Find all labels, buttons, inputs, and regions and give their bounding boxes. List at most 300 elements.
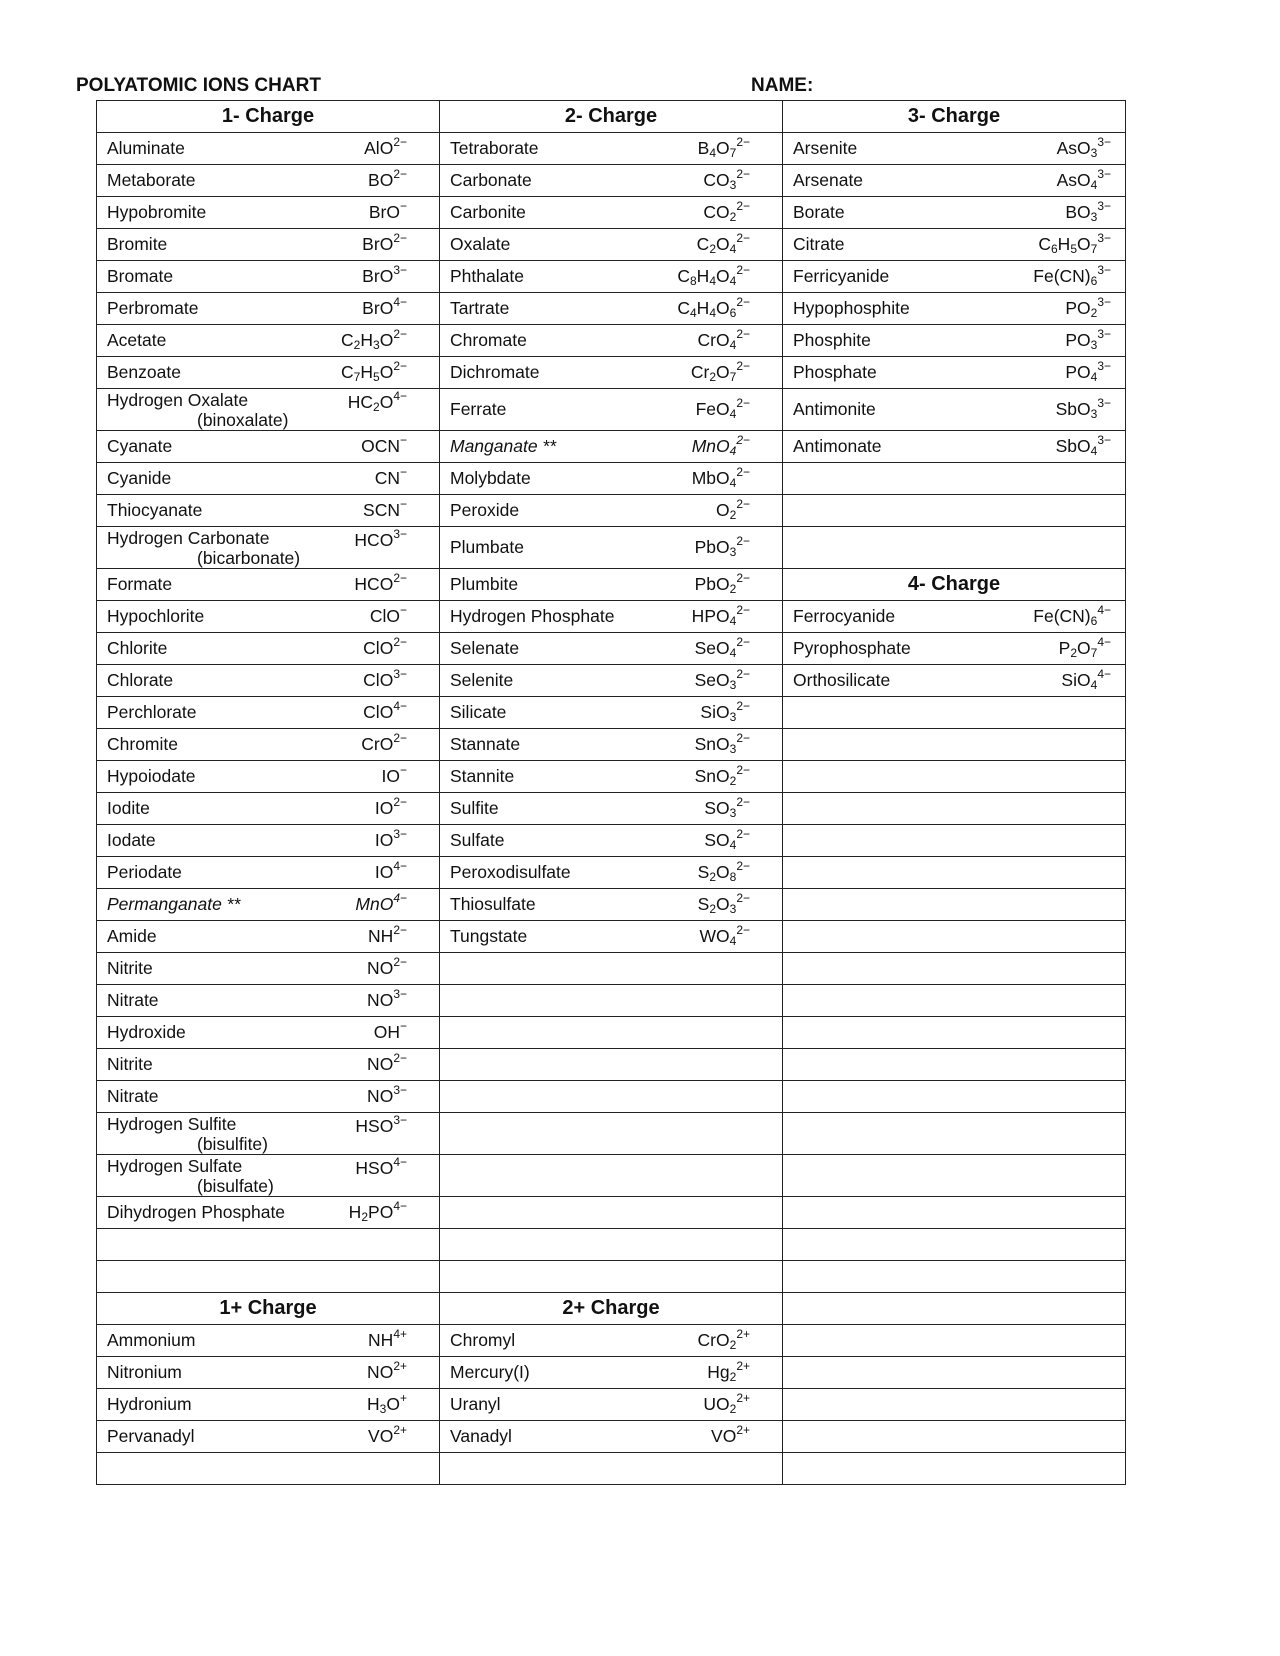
chart-title: POLYATOMIC IONS CHART [76, 75, 321, 96]
ion-cell [783, 229, 1126, 261]
ion-entry [440, 199, 782, 224]
ion-name: Iodite [107, 798, 150, 818]
ion-cell [97, 1081, 440, 1113]
ion-name: Arsenate [793, 170, 864, 190]
ion-entry [783, 433, 1125, 458]
ion-name: Peroxodisulfate [450, 862, 571, 882]
empty-cell [783, 697, 1126, 729]
ion-cell [97, 825, 440, 857]
ion-name: Thiosulfate [450, 894, 536, 914]
table-row [97, 569, 1126, 601]
ion-name: Arsenite [793, 138, 858, 158]
empty-cell [783, 1229, 1126, 1261]
ion-formula: $HPO_4^{2-}$ [691, 603, 750, 628]
empty-cell [783, 793, 1126, 825]
ion-name: Borate [793, 202, 845, 222]
ion-cell [97, 1389, 440, 1421]
ion-formula: BrO$^{2-}$ [362, 231, 407, 254]
empty-cell [440, 1229, 783, 1261]
table-row [97, 1453, 1126, 1485]
ion-cell [97, 1017, 440, 1049]
ion-entry [440, 827, 782, 852]
header-1-minus: 1- Charge [97, 101, 440, 133]
ion-cell [783, 133, 1126, 165]
ion-cell [97, 697, 440, 729]
ion-entry [783, 295, 1125, 320]
empty-cell [783, 761, 1126, 793]
table-row [97, 761, 1126, 793]
ion-cell [783, 197, 1126, 229]
ion-name: Hydrogen Sulfite [107, 1113, 237, 1134]
ion-cell [440, 527, 783, 569]
ion-formula: $IO^{3-}$ [374, 827, 407, 850]
ion-formula: $Fe(CN)_6^{4-}$ [1033, 603, 1111, 628]
ion-entry [783, 135, 1125, 160]
empty-cell [783, 1357, 1126, 1389]
ion-formula: $SO_3^{2-}$ [704, 795, 750, 820]
ion-name-block [107, 528, 300, 568]
ion-name: Tartrate [450, 298, 510, 318]
ion-cell [440, 463, 783, 495]
empty-cell [783, 889, 1126, 921]
ion-cell [97, 293, 440, 325]
ion-entry [97, 731, 439, 755]
ion-name: Hydrogen Phosphate [450, 606, 615, 626]
empty-cell [783, 1155, 1126, 1197]
ion-entry [97, 1083, 439, 1107]
ion-cell [97, 527, 440, 569]
ion-cell [97, 569, 440, 601]
ion-formula: OCN− [361, 433, 407, 456]
ion-entry [97, 1019, 439, 1043]
ion-cell [440, 857, 783, 889]
ion-formula: PbO$_3^{2-}$ [694, 534, 750, 559]
ion-name: Nitronium [107, 1362, 182, 1382]
ion-cell [440, 921, 783, 953]
ion-name: Nitrite [107, 958, 153, 978]
ion-entry [97, 327, 439, 352]
ion-entry [783, 167, 1125, 192]
ion-formula: $SO_4^{2-}$ [704, 827, 750, 852]
ion-entry [97, 859, 439, 883]
ion-entry [440, 571, 782, 596]
ion-cell [440, 431, 783, 463]
ion-formula: $NO^{2+}$ [367, 1359, 407, 1382]
table-row [97, 431, 1126, 463]
ion-cell [440, 197, 783, 229]
ion-cell [440, 229, 783, 261]
empty-cell [440, 1081, 783, 1113]
ion-name: Hydronium [107, 1394, 192, 1414]
ion-formula: FeO$_4^{2-}$ [695, 396, 750, 421]
ion-name-block [107, 1114, 268, 1154]
table-row [97, 1113, 1126, 1155]
ion-formula: SbO$_3^{3-}$ [1055, 396, 1111, 421]
ion-alt-name: (bicarbonate) [197, 547, 301, 568]
ion-cell [440, 761, 783, 793]
table-row [97, 953, 1126, 985]
empty-cell [783, 1081, 1126, 1113]
ion-formula: $C_2O_4^{2-}$ [696, 231, 750, 256]
ion-formula: $WO_4^{2-}$ [699, 923, 750, 948]
table-row [97, 857, 1126, 889]
ion-entry [440, 795, 782, 820]
ion-name: Pyrophosphate [793, 638, 911, 658]
ion-cell [97, 325, 440, 357]
ion-name: Perchlorate [107, 702, 197, 722]
ion-name: Vanadyl [450, 1426, 512, 1446]
empty-cell [97, 1453, 440, 1485]
ion-formula: OH− [373, 1019, 407, 1042]
ion-formula: $PO_4^{3-}$ [1065, 359, 1111, 384]
ion-entry [97, 1156, 439, 1196]
header-3-minus: 3- Charge [783, 101, 1126, 133]
ion-formula: $S_2O_3^{2-}$ [697, 891, 750, 916]
ion-name: Pervanadyl [107, 1426, 195, 1446]
ion-name: Nitrate [107, 1086, 159, 1106]
ion-name: Nitrate [107, 990, 159, 1010]
ion-entry [97, 635, 439, 659]
ion-formula: $NO^{3-}$ [367, 1083, 407, 1106]
ion-entry [97, 199, 439, 223]
empty-cell [440, 1197, 783, 1229]
ion-entry [440, 359, 782, 384]
ion-formula: ClO$^{4-}$ [363, 699, 407, 722]
table-row [97, 1229, 1126, 1261]
empty-cell [440, 1017, 783, 1049]
ion-name: Benzoate [107, 362, 181, 382]
ion-name: Ammonium [107, 1330, 196, 1350]
ion-name: Aluminate [107, 138, 185, 158]
ion-name: Hydrogen Oxalate [107, 389, 249, 410]
section-header: 1+ Charge [97, 1293, 440, 1325]
ion-name: Antimonate [793, 436, 882, 456]
ion-name: Selenate [450, 638, 520, 658]
ion-name: Chromate [450, 330, 527, 350]
ion-cell [783, 431, 1126, 463]
table-row [97, 729, 1126, 761]
ion-entry [97, 390, 439, 430]
ion-name: Antimonite [793, 399, 876, 419]
ion-cell [440, 825, 783, 857]
ion-name: Chromite [107, 734, 178, 754]
empty-cell [783, 825, 1126, 857]
ion-cell [97, 165, 440, 197]
ion-formula: $BO^{2-}$ [368, 167, 407, 190]
ion-name: Permanganate ** [107, 894, 241, 914]
ion-cell [97, 133, 440, 165]
ion-entry [97, 231, 439, 255]
ion-cell [97, 1325, 440, 1357]
ion-name: Hypophosphite [793, 298, 910, 318]
ion-entry [440, 667, 782, 692]
table-row [97, 229, 1126, 261]
ion-entry [97, 699, 439, 723]
ion-entry [97, 603, 439, 627]
ion-cell [440, 293, 783, 325]
ion-name: Manganate ** [450, 436, 557, 456]
ion-name: Dichromate [450, 362, 540, 382]
ion-cell [440, 729, 783, 761]
ion-cell [783, 601, 1126, 633]
ion-entry [97, 295, 439, 319]
ion-cell [97, 633, 440, 665]
ion-entry [440, 891, 782, 916]
ion-formula: $NO^{3-}$ [367, 987, 407, 1010]
ion-name: Formate [107, 574, 173, 594]
table-row [97, 1261, 1126, 1293]
table-row [97, 921, 1126, 953]
ion-entry [97, 359, 439, 384]
ion-cell [440, 261, 783, 293]
table-row [97, 1421, 1126, 1453]
empty-cell [783, 857, 1126, 889]
ion-name: Iodate [107, 830, 156, 850]
ion-formula: $HCO^{2-}$ [354, 571, 407, 594]
ion-entry [783, 396, 1125, 421]
empty-cell [783, 985, 1126, 1017]
ion-entry [97, 497, 439, 521]
ion-formula: SbO$_4^{3-}$ [1055, 433, 1111, 458]
table-row [97, 1017, 1126, 1049]
ion-entry [783, 603, 1125, 628]
ion-formula: $PO_2^{3-}$ [1065, 295, 1111, 320]
ion-name: Amide [107, 926, 157, 946]
empty-cell [783, 953, 1126, 985]
ion-name: Chlorite [107, 638, 168, 658]
header-2-minus: 2- Charge [440, 101, 783, 133]
ion-cell [440, 665, 783, 697]
ion-cell [440, 889, 783, 921]
empty-cell [783, 1261, 1126, 1293]
ion-entry [97, 795, 439, 819]
ion-name: Bromate [107, 266, 174, 286]
ion-formula: $NH^{2-}$ [368, 923, 407, 946]
empty-cell [440, 985, 783, 1017]
ion-cell [783, 633, 1126, 665]
ion-name: Sulfate [450, 830, 505, 850]
ion-name: Chromyl [450, 1330, 516, 1350]
ion-formula: AsO$_3^{3-}$ [1056, 135, 1111, 160]
ion-entry [440, 1359, 782, 1384]
ion-cell [440, 495, 783, 527]
ion-formula: ClO$^{2-}$ [363, 635, 407, 658]
ion-formula: $CO_3^{2-}$ [703, 167, 750, 192]
ion-entry [440, 497, 782, 522]
ion-entry [440, 295, 782, 320]
ion-formula: $NH^{4+}$ [368, 1327, 407, 1350]
ion-cell [440, 569, 783, 601]
ion-alt-name: (bisulfite) [197, 1133, 268, 1154]
ion-name: Ferricyanide [793, 266, 890, 286]
ion-name: Perbromate [107, 298, 199, 318]
ion-name: Phosphate [793, 362, 877, 382]
ion-formula: $IO^{4-}$ [374, 859, 407, 882]
ion-cell [97, 463, 440, 495]
ion-entry [97, 987, 439, 1011]
table-row [97, 1293, 1126, 1325]
ions-table [96, 100, 1126, 1485]
table-row [97, 1081, 1126, 1113]
ion-name: Stannite [450, 766, 515, 786]
ion-formula: $NO^{2-}$ [367, 1051, 407, 1074]
ion-name: Sulfite [450, 798, 499, 818]
ion-cell [97, 953, 440, 985]
ion-formula: $NO^{2-}$ [367, 955, 407, 978]
ion-cell [97, 357, 440, 389]
ion-formula: $C_7H_5O^{2-}$ [341, 359, 407, 384]
ion-alt-name: (binoxalate) [197, 409, 289, 430]
ion-entry [440, 1423, 782, 1447]
ion-name: Phosphite [793, 330, 871, 350]
ion-cell [440, 1389, 783, 1421]
table-row [97, 165, 1126, 197]
ion-formula: $H_3O^+$ [367, 1391, 407, 1416]
ion-cell [440, 165, 783, 197]
ion-formula: $PO_3^{3-}$ [1065, 327, 1111, 352]
ion-entry [783, 199, 1125, 224]
ion-formula: $HSO^{3-}$ [355, 1112, 407, 1136]
ion-name: Orthosilicate [793, 670, 891, 690]
ion-name: Silicate [450, 702, 507, 722]
ion-entry [440, 231, 782, 256]
empty-cell [783, 527, 1126, 569]
ion-formula: $BO_3^{3-}$ [1065, 199, 1111, 224]
ion-formula: BrO− [368, 199, 407, 222]
table-row [97, 1357, 1126, 1389]
ion-formula: $Hg_2^{2+}$ [707, 1359, 750, 1384]
ion-cell [97, 761, 440, 793]
ion-entry [97, 1359, 439, 1383]
table-row [97, 1325, 1126, 1357]
ion-name: Molybdate [450, 468, 531, 488]
table-row [97, 825, 1126, 857]
ion-entry [783, 231, 1125, 256]
ion-entry [97, 465, 439, 489]
ion-cell [440, 133, 783, 165]
ion-formula: $P_2O_7^{4-}$ [1058, 635, 1111, 660]
ion-name: Carbonite [450, 202, 526, 222]
ion-entry [97, 167, 439, 191]
ion-entry [97, 763, 439, 787]
empty-cell [783, 1049, 1126, 1081]
ion-formula: CN− [374, 465, 407, 488]
ion-cell [97, 921, 440, 953]
ion-entry [97, 923, 439, 947]
ion-formula: SnO$_2^{2-}$ [694, 763, 750, 788]
ion-formula: CrO$_2^{2+}$ [697, 1327, 750, 1352]
ion-entry [783, 667, 1125, 692]
ion-cell [440, 633, 783, 665]
ion-cell [440, 1325, 783, 1357]
ion-entry [440, 635, 782, 660]
empty-cell [440, 1049, 783, 1081]
section-header: 4- Charge [783, 569, 1126, 601]
ion-entry [97, 528, 439, 568]
table-header-row [97, 101, 1126, 133]
table-row [97, 389, 1126, 431]
ion-cell [97, 431, 440, 463]
ion-cell [97, 261, 440, 293]
empty-cell [783, 1293, 1126, 1325]
ion-name: Chlorate [107, 670, 174, 690]
ion-name-block [107, 390, 288, 430]
ion-formula: $Fe(CN)_6^{3-}$ [1033, 263, 1111, 288]
ion-formula: AsO$_4^{3-}$ [1056, 167, 1111, 192]
ion-name: Carbonate [450, 170, 532, 190]
ion-entry [440, 1391, 782, 1416]
empty-cell [783, 1453, 1126, 1485]
ion-cell [783, 357, 1126, 389]
table-row [97, 1155, 1126, 1197]
empty-cell [783, 1017, 1126, 1049]
ion-name: Hydrogen Sulfate [107, 1155, 243, 1176]
section-header: 2+ Charge [440, 1293, 783, 1325]
ion-cell [440, 357, 783, 389]
ion-cell [440, 1357, 783, 1389]
ion-name: Dihydrogen Phosphate [107, 1202, 286, 1222]
ion-name: Phthalate [450, 266, 524, 286]
ion-cell [97, 857, 440, 889]
ion-formula: SeO$_4^{2-}$ [694, 635, 750, 660]
ion-formula: $H_2PO^{4-}$ [348, 1199, 407, 1224]
ion-formula: SnO$_3^{2-}$ [694, 731, 750, 756]
table-row [97, 1049, 1126, 1081]
ion-entry [440, 859, 782, 884]
table-row [97, 325, 1126, 357]
ion-name: Tetraborate [450, 138, 539, 158]
ion-formula: BrO$^{3-}$ [362, 263, 407, 286]
ion-formula: CrO$^{2-}$ [361, 731, 407, 754]
ion-entry [97, 1114, 439, 1154]
ion-entry [440, 263, 782, 288]
ion-cell [783, 389, 1126, 431]
ion-entry [440, 465, 782, 490]
ion-entry [440, 1327, 782, 1352]
table-row [97, 463, 1126, 495]
ion-cell [97, 1197, 440, 1229]
ion-cell [97, 793, 440, 825]
ion-formula: $HSO^{4-}$ [355, 1154, 407, 1178]
ion-cell [97, 197, 440, 229]
ion-entry [97, 433, 439, 457]
ion-cell [97, 389, 440, 431]
table-row [97, 261, 1126, 293]
empty-cell [97, 1261, 440, 1293]
ion-name: Tungstate [450, 926, 528, 946]
table-row [97, 133, 1126, 165]
ion-cell [783, 261, 1126, 293]
ion-name: Hypoiodate [107, 766, 196, 786]
ion-formula: $B_4O_7^{2-}$ [697, 135, 750, 160]
ion-formula: MnO$_4^{2-}$ [691, 433, 750, 458]
ion-name: Ferrocyanide [793, 606, 896, 626]
ion-cell [440, 1421, 783, 1453]
ion-formula: SeO$_3^{2-}$ [694, 667, 750, 692]
ion-formula: $Cr_2O_7^{2-}$ [690, 359, 750, 384]
ion-entry [97, 891, 439, 915]
table-row [97, 793, 1126, 825]
ion-formula: $C_6H_5O_7^{3-}$ [1038, 231, 1111, 256]
table-row [97, 1197, 1126, 1229]
ion-name: Oxalate [450, 234, 511, 254]
ion-cell [440, 697, 783, 729]
ion-entry [440, 699, 782, 724]
empty-cell [783, 1325, 1126, 1357]
ion-cell [783, 165, 1126, 197]
ion-cell [97, 1049, 440, 1081]
ion-cell [97, 889, 440, 921]
